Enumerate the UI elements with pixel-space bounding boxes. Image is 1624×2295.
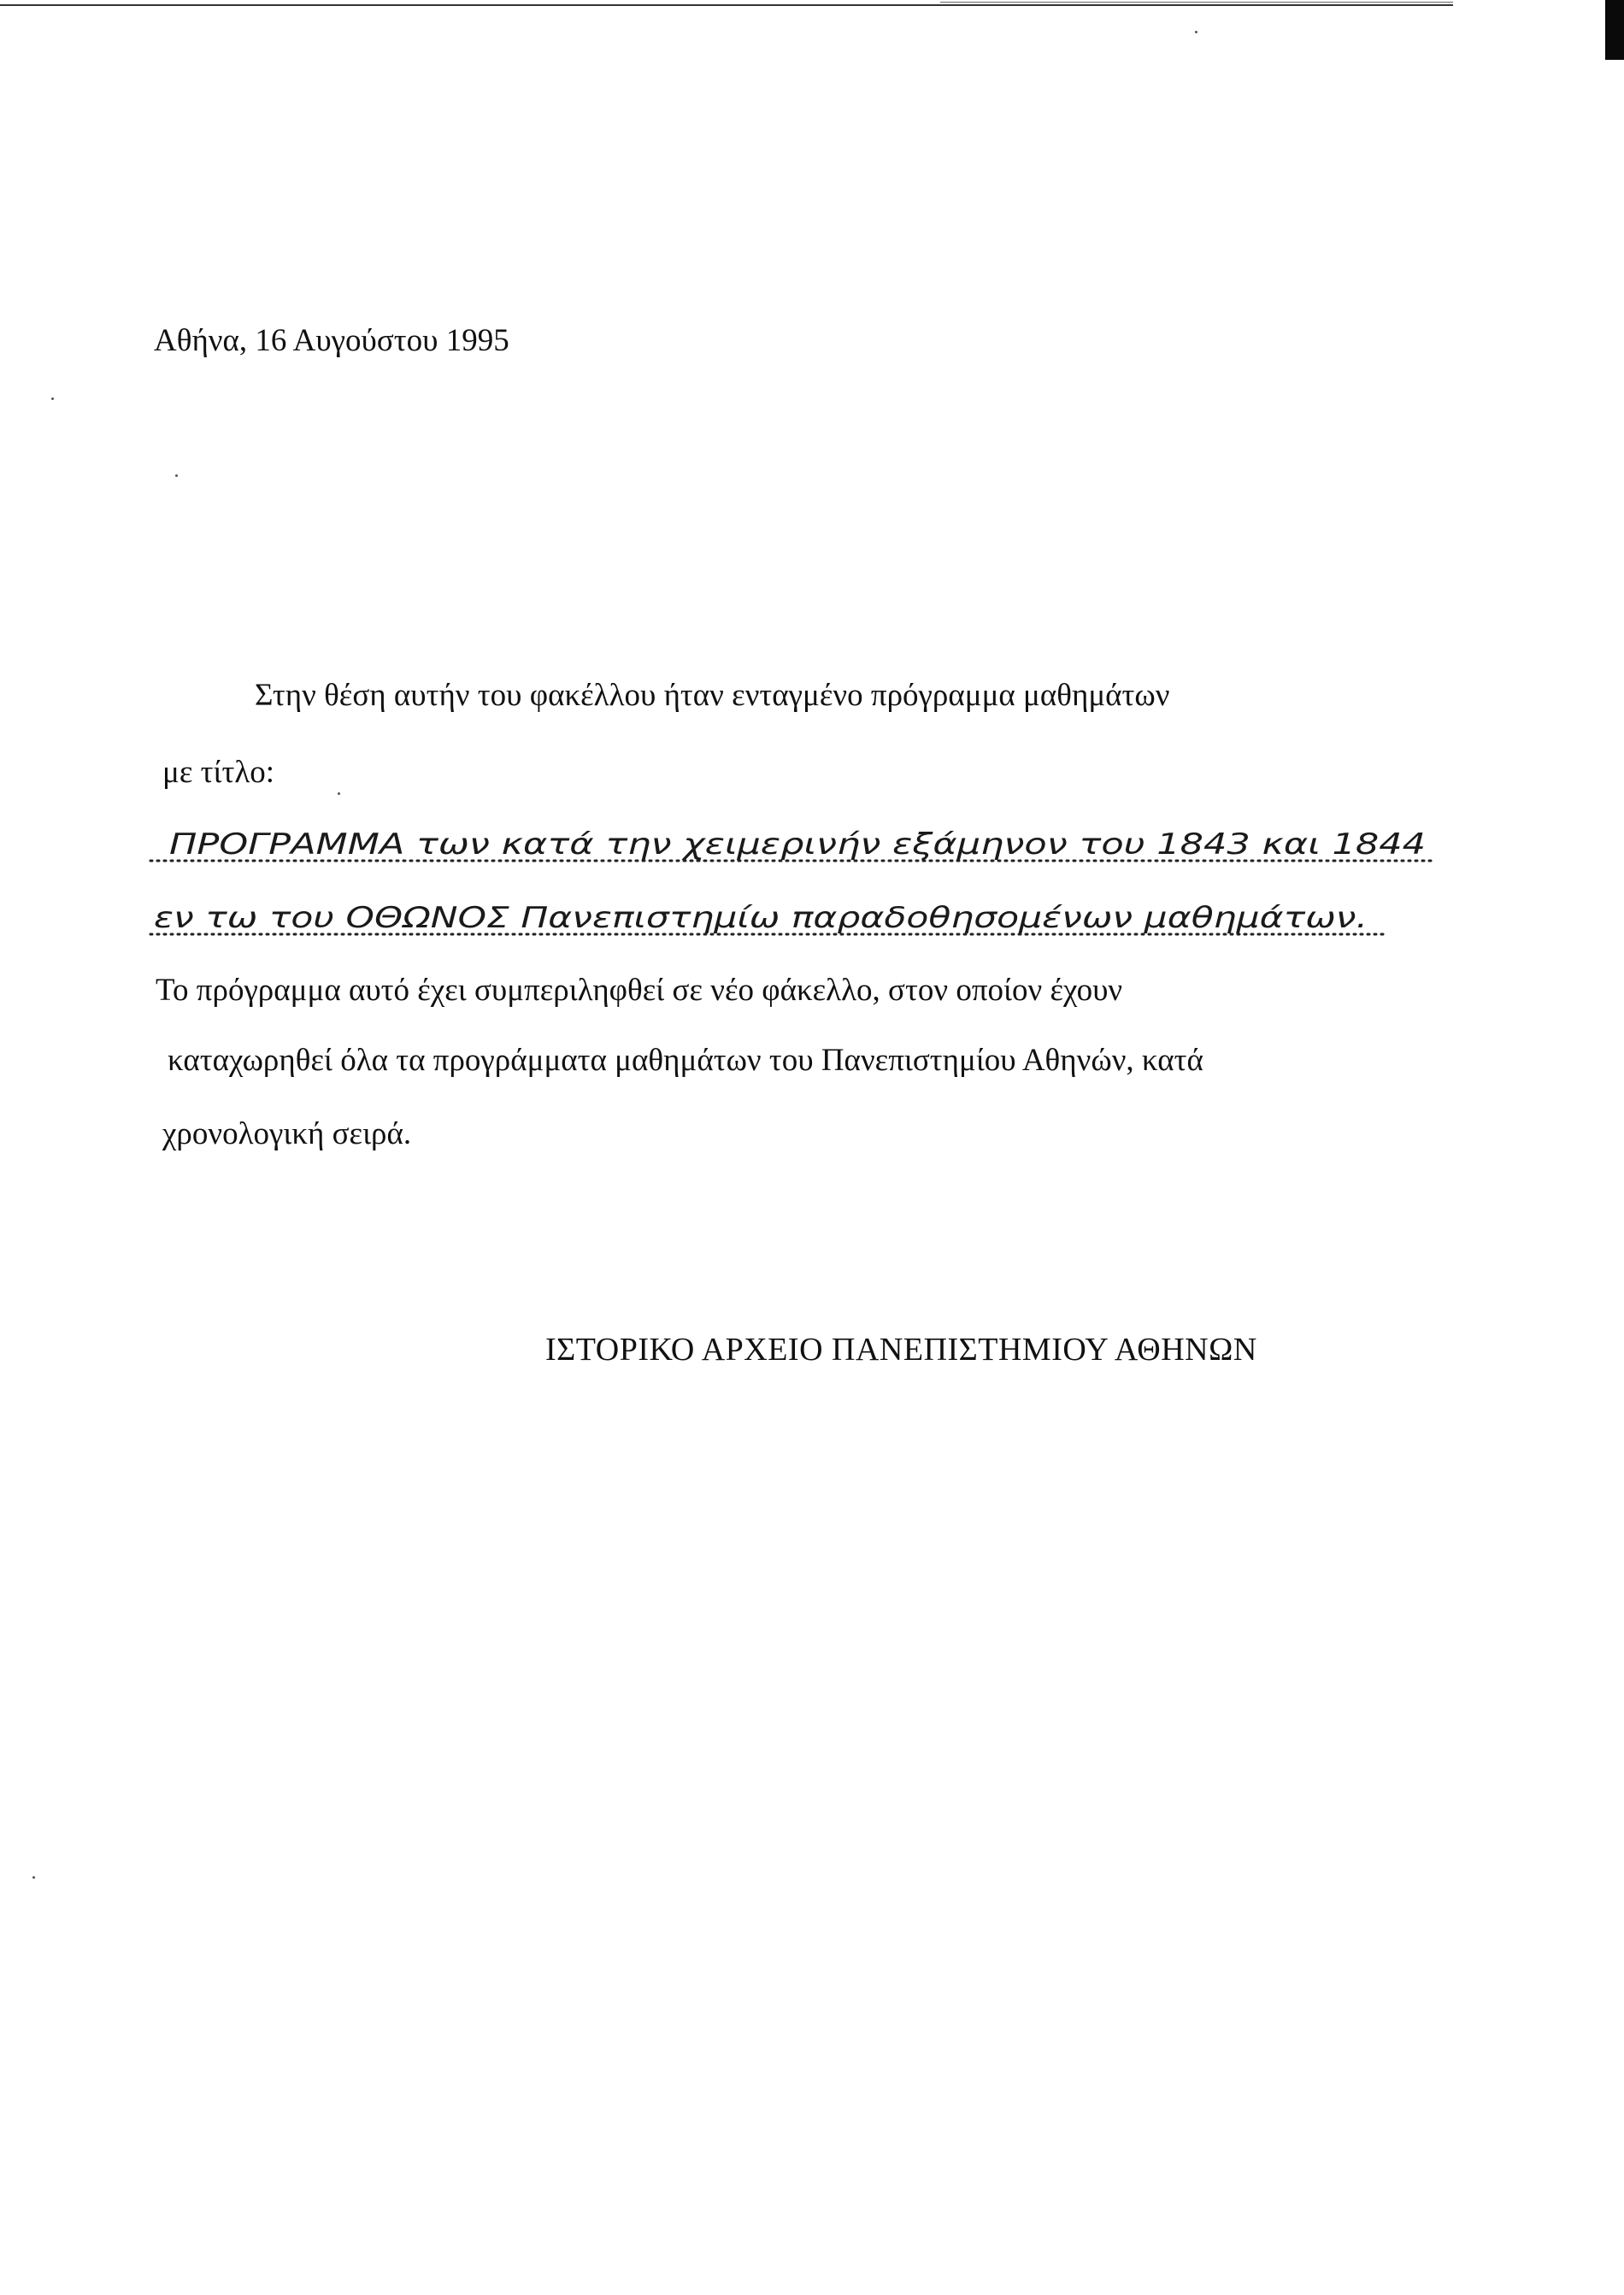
title-label: με τίτλο: [162, 755, 275, 790]
signature-archive-name: ΙΣΤΟΡΙΚΟ ΑΡΧΕΙΟ ΠΑΝΕΠΙΣΤΗΜΙΟΥ ΑΘΗΝΩΝ [545, 1332, 1257, 1368]
scan-edge-mark [1605, 0, 1624, 60]
scan-speck [338, 792, 340, 795]
scan-speck [51, 397, 54, 400]
handwritten-title-line-2: εν τω του ΟΘΩΝΟΣ Πανεπιστημίω παραδοθησομένων μαθημάτων. [154, 901, 1368, 935]
intro-paragraph: Στην θέση αυτήν του φακέλλου ήταν ενταγμένο πρόγραμμα μαθημάτων [255, 678, 1170, 713]
scan-speck [175, 474, 178, 477]
scan-speck [32, 1876, 35, 1879]
handwritten-title-line-1: ΠΡΟΓΡΑΜΜΑ των κατά την χειμερινήν εξάμηνον του 1843 και 1844 [169, 827, 1426, 862]
scan-edge-line-secondary [940, 2, 1453, 3]
scan-speck [1195, 31, 1197, 33]
body-paragraph-line-3: χρονολογική σειρά. [162, 1116, 412, 1151]
letter-date: Αθήνα, 16 Αυγούστου 1995 [154, 323, 509, 358]
body-paragraph-line-1: Το πρόγραμμα αυτό έχει συμπεριληφθεί σε νέο φάκελλο, στον οποίον έχουν [156, 973, 1123, 1008]
scan-edge-line [0, 4, 1453, 6]
handwritten-title [145, 799, 1462, 953]
body-paragraph-line-2: καταχωρηθεί όλα τα προγράμματα μαθημάτων του Πανεπιστημίου Αθηνών, κατά [168, 1043, 1203, 1078]
